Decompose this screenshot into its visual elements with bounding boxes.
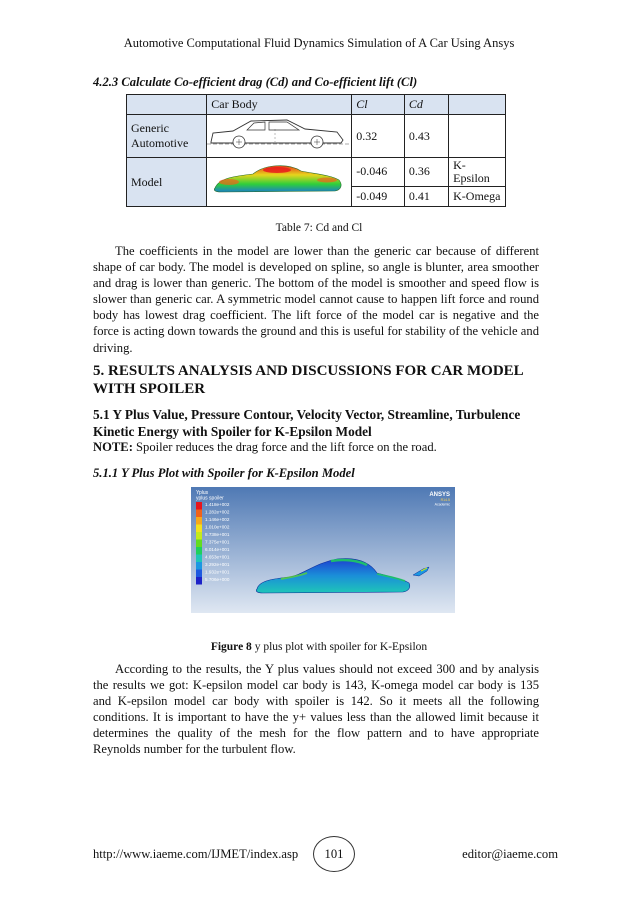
paragraph-coefficients: The coefficients in the model are lower than the generic car because of different shape of car body. The model is developed on spline, so angle is blunter, area smoother and drag is lower than generic. The bottom of the model is smoother and speed flow is slower than generic car. A symmetric model cannot cause to happen lift force and round body has lowest drag coefficient. The lift force of the model car is negative and the force is acting down towards the ground and this is useful for stability of the vehicle and driving. xyxy=(93,244,539,355)
legend-value: 1.932e+001 xyxy=(205,569,230,575)
cd-k-omega: 0.41 xyxy=(404,186,448,206)
color-legend xyxy=(196,502,230,585)
legend-swatch xyxy=(196,562,202,570)
ansys-version: R14.5 xyxy=(440,498,450,502)
note-label: NOTE: xyxy=(93,440,133,454)
legend-value: 4.653e+001 xyxy=(205,554,230,560)
table-header-model-empty xyxy=(449,95,506,115)
cd-generic: 0.43 xyxy=(404,115,448,158)
legend-swatch xyxy=(196,532,202,540)
note-text: Spoiler reduces the drag force and the lift force on the road. xyxy=(132,440,437,454)
model-k-epsilon: K-Epsilon xyxy=(449,158,506,187)
cl-generic: 0.32 xyxy=(352,115,405,158)
legend-swatch xyxy=(196,540,202,548)
model-car-contour-cell xyxy=(207,158,352,207)
section-4-2-3-heading: 4.2.3 Calculate Co-efficient drag (Cd) and Co-efficient lift (Cl) xyxy=(93,75,418,89)
model-k-omega: K-Omega xyxy=(449,186,506,206)
table-header-empty xyxy=(127,95,207,115)
row-label-generic: Generic Automotive xyxy=(127,115,207,158)
cd-cl-table xyxy=(126,94,506,207)
cl-k-omega: -0.049 xyxy=(352,186,405,206)
legend-swatch xyxy=(196,517,202,525)
table-caption: Table 7: Cd and Cl xyxy=(275,222,363,234)
legend-swatch xyxy=(196,547,202,555)
row-label-model: Model xyxy=(127,158,207,207)
table-header-cl: Cl xyxy=(352,95,405,115)
cl-k-epsilon: -0.046 xyxy=(352,158,405,187)
legend-swatch xyxy=(196,577,202,585)
footer-url-link[interactable]: http://www.iaeme.com/IJMET/index.asp xyxy=(93,847,299,861)
legend-value: 1.146e+002 xyxy=(205,517,230,522)
model-generic xyxy=(449,115,506,158)
legend-swatch xyxy=(196,555,202,563)
table-header-row xyxy=(127,95,506,115)
legend-value: 8.738e+001 xyxy=(205,532,230,537)
cd-k-epsilon: 0.36 xyxy=(404,158,448,187)
ansys-logo: ANSYS xyxy=(429,492,450,498)
legend-value: 1.418e+002 xyxy=(205,502,230,507)
legend-value: 7.375e+001 xyxy=(205,539,230,545)
note-line xyxy=(93,440,437,455)
legend-swatch xyxy=(196,525,202,533)
section-5-1-1-heading: 5.1.1 Y Plus Plot with Spoiler for K-Epsilon Model xyxy=(93,466,355,480)
legend-swatch xyxy=(196,502,202,510)
legend-value: 6.014e+001 xyxy=(205,547,230,552)
legend-swatch xyxy=(196,570,202,578)
table-header-cd: Cd xyxy=(404,95,448,115)
ansys-academic: Academic xyxy=(434,502,450,507)
legend-title: Yplus xyxy=(196,490,209,496)
table-row xyxy=(127,158,506,187)
legend-value: 1.010e+002 xyxy=(205,524,230,530)
legend-value: 1.282e+002 xyxy=(205,509,230,515)
page-number: 101 xyxy=(313,836,355,872)
legend-value: 5.706e+000 xyxy=(205,577,230,582)
footer-email-link[interactable]: editor@iaeme.com xyxy=(462,847,558,861)
paragraph-yplus-results: According to the results, the Y plus values should not exceed 300 and by analysis the results we got: K-epsilon model car body is 143, K-omega model car body is 135 and K-epsilon model car body with spoiler is 142. So it meets all the following conditions. It is important to have the y+ values less than the allowed limit because it determines the quality of the mesh for the flow pattern and to have appropriate Reynolds number for the turbulent flow. xyxy=(93,662,539,757)
table-row xyxy=(127,115,506,158)
figure-8-caption xyxy=(0,641,638,653)
legend-subtitle: yplus spoiler xyxy=(196,495,224,502)
table-header-car-body: Car Body xyxy=(207,95,352,115)
model-car-contour xyxy=(207,158,351,202)
yplus-plot-figure xyxy=(191,487,455,613)
legend-value: 3.292e+001 xyxy=(205,562,230,567)
running-header: Automotive Computational Fluid Dynamics Simulation of A Car Using Ansys xyxy=(123,36,515,50)
section-5-heading: 5. RESULTS ANALYSIS AND DISCUSSIONS FOR CAR MODEL WITH SPOILER xyxy=(93,363,523,397)
plot-background xyxy=(191,487,455,613)
section-5-1-heading: 5.1 Y Plus Value, Pressure Contour, Velocity Vector, Streamline, Turbulence Kinetic Energy with Spoiler for K-Epsilon Model xyxy=(93,407,521,439)
generic-car-drawing xyxy=(207,115,351,153)
figure-label: Figure 8 xyxy=(210,641,252,653)
generic-car-drawing-cell xyxy=(207,115,352,158)
legend-swatch xyxy=(196,510,202,518)
figure-caption-text: y plus plot with spoiler for K-Epsilon xyxy=(251,641,428,653)
